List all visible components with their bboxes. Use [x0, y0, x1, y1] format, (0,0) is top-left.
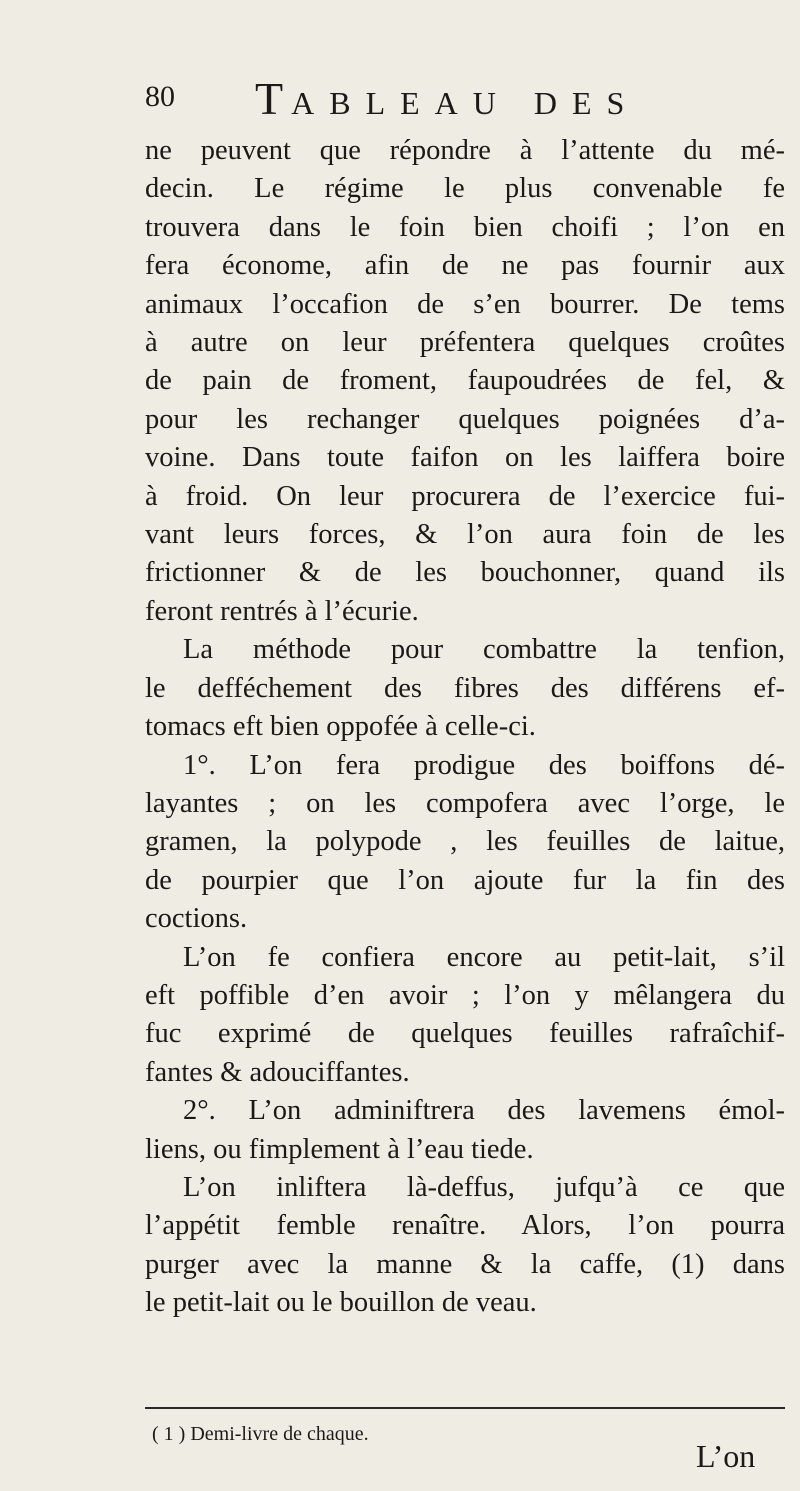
text-line: La méthode pour combattre la tenfion,	[183, 634, 785, 666]
body-text	[145, 132, 785, 1323]
text-line: le defféchement des fibres des différens ef-	[145, 672, 785, 704]
page-number: 80	[145, 80, 175, 113]
text-line: l’appétit femble renaître. Alors, l’on pourra	[145, 1210, 785, 1242]
text-line: L’on inliftera là-deffus, jufqu’à ce que	[183, 1171, 785, 1203]
running-title-rest: ABLEAU DES	[291, 85, 640, 121]
text-line: 1°. L’on fera prodigue des boiffons dé-	[183, 749, 785, 781]
text-line: trouvera dans le foin bien choifi ; l’on en	[145, 211, 785, 243]
text-line: à autre on leur préfentera quelques croûtes	[145, 327, 785, 359]
text-line: purger avec la manne & la caffe, (1) dans	[145, 1248, 785, 1280]
text-line: voine. Dans toute faifon on les laiffera boire	[145, 442, 785, 474]
text-line: feront rentrés à l’écurie.	[145, 595, 419, 627]
text-line: fera économe, afin de ne pas fournir aux	[145, 250, 785, 282]
text-line: pour les rechanger quelques poignées d’a-	[145, 403, 785, 435]
footnote-rule	[145, 1407, 785, 1409]
running-title-initial: T	[255, 73, 292, 124]
text-line: fantes & adouciffantes.	[145, 1056, 410, 1088]
text-line: coctions.	[145, 903, 248, 935]
text-line: fuc exprimé de quelques feuilles rafraîchif-	[145, 1018, 785, 1050]
catchword: L’on	[696, 1438, 756, 1474]
text-line: gramen, la polypode , les feuilles de laitue,	[145, 826, 785, 858]
text-line: à froid. On leur procurera de l’exercice fui-	[145, 480, 785, 512]
text-line: le petit-lait ou le bouillon de veau.	[145, 1287, 537, 1319]
text-line: eft poffible d’en avoir ; l’on y mêlangera du	[145, 979, 785, 1011]
text-line: de pourpier que l’on ajoute fur la fin des	[145, 864, 785, 896]
text-line: de pain de froment, faupoudrées de fel, &	[145, 365, 785, 397]
text-line: ne peuvent que répondre à l’attente du mé-	[145, 135, 785, 166]
text-line: animaux l’occafion de s’en bourrer. De tems	[145, 288, 785, 320]
text-line: L’on fe confiera encore au petit-lait, s’il	[183, 941, 785, 973]
running-title	[255, 72, 639, 125]
footnote: ( 1 ) Demi-livre de chaque.	[152, 1423, 369, 1445]
running-head	[145, 72, 665, 124]
text-line: 2°. L’on adminiftrera des lavemens émol-	[183, 1095, 785, 1127]
text-line: layantes ; on les compofera avec l’orge, le	[145, 787, 785, 819]
text-line: tomacs eft bien oppofée à celle-ci.	[145, 711, 536, 743]
text-line: decin. Le régime le plus convenable fe	[145, 173, 785, 205]
text-line: frictionner & de les bouchonner, quand ils	[145, 557, 785, 589]
text-line: vant leurs forces, & l’on aura foin de les	[145, 519, 785, 551]
text-line: liens, ou fimplement à l’eau tiede.	[145, 1133, 534, 1165]
